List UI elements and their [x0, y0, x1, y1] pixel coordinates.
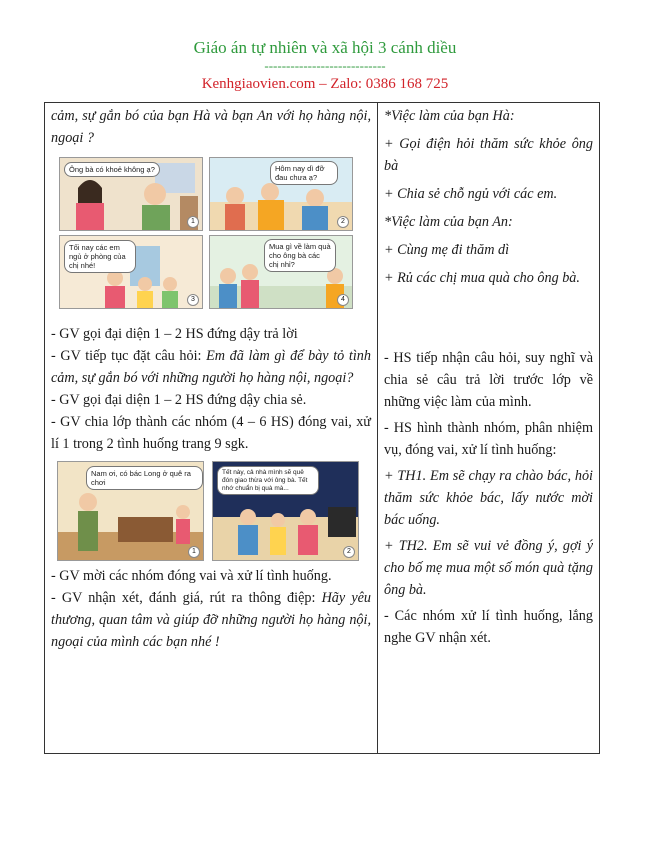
intro-text: cảm, sự gắn bó của bạn Hà và bạn An với họ hàng nội, ngoại ? — [51, 108, 371, 146]
panel-phone-call — [59, 157, 203, 231]
speech-bubble-5: Nam ơi, có bác Long ở quê ra chơi — [86, 466, 203, 490]
speech-bubble-4: Mua gì về làm quà cho ông bà các chị nhỉ? — [264, 239, 336, 272]
panel-visit-aunt — [209, 157, 353, 231]
panel-buy-gift — [209, 235, 353, 309]
gv-step-3: - GV gọi đại diện 1 – 2 HS đứng dậy chia sẻ. — [51, 392, 307, 408]
panel-number-2: 2 — [337, 216, 349, 228]
situation-2: + TH2. Em sẽ vui vẻ đồng ý, gợi ý cho bố mẹ mua một số món quà tặng ông bà. — [384, 538, 593, 598]
doc-header-title: Giáo án tự nhiên và xã hội 3 cánh diều — [193, 38, 457, 57]
panel-number-1: 1 — [187, 216, 199, 228]
hs-share: - HS tiếp nhận câu hỏi, suy nghĩ và chia sẻ câu trả lời trước lớp về những việc làm của mình. — [384, 350, 593, 410]
student-column — [378, 103, 600, 754]
header-contact: Kenhgiaovien.com – Zalo: 0386 168 725 — [201, 76, 449, 92]
panel-uncle-visit — [57, 461, 204, 561]
situation-1: + TH1. Em sẽ chạy ra chào bác, hỏi thăm sức khỏe bác, lấy nước mời bác uống. — [384, 468, 593, 528]
an-item-2: + Rủ các chị mua quà cho ông bà. — [384, 270, 580, 286]
speech-bubble-3: Tối nay các em ngủ ở phòng của chị nhé! — [64, 240, 136, 273]
ha-item-2: + Chia sẻ chỗ ngủ với các em. — [384, 186, 558, 202]
gv-step-2: - GV tiếp tục đặt câu hỏi: Em đã làm gì để bày tỏ tình cảm, sự gắn bó với những người họ hàng nội, ngoại? — [51, 348, 371, 386]
header-divider: ---------------------------- — [264, 58, 386, 73]
ha-item-1: + Gọi điện hỏi thăm sức khỏe ông bà — [384, 136, 593, 174]
panel-number-4: 4 — [337, 294, 349, 306]
ha-heading: *Việc làm của bạn Hà: — [384, 108, 515, 124]
speech-bubble-1: Ông bà có khoẻ không ạ? — [64, 162, 160, 177]
hs-group: - HS hình thành nhóm, phân nhiệm vụ, đóng vai, xử lí tình huống: — [384, 420, 593, 458]
lesson-table — [44, 102, 600, 754]
hs-roleplay: - Các nhóm xử lí tình huống, lắng nghe GV nhận xét. — [384, 608, 593, 646]
teacher-column — [45, 103, 378, 754]
gv-step-4: - GV chia lớp thành các nhóm (4 – 6 HS) đóng vai, xử lí 1 trong 2 tình huống trang 9 sgk. — [51, 414, 371, 452]
illustration-role-play — [57, 461, 357, 559]
panel-number-5: 1 — [188, 546, 200, 558]
panel-family-tet — [212, 461, 359, 561]
gv-step-5: - GV mời các nhóm đóng vai và xử lí tình huống. — [51, 568, 332, 584]
gv-step-6: - GV nhận xét, đánh giá, rút ra thông điệp: Hãy yêu thương, quan tâm và giúp đỡ những người họ hàng nội, ngoại của mình các bạn nhé ! — [51, 590, 372, 650]
an-heading: *Việc làm của bạn An: — [384, 214, 513, 230]
panel-share-room — [59, 235, 203, 309]
gv-step-1: - GV gọi đại diện 1 – 2 HS đứng dậy trả lời — [51, 326, 298, 342]
panel-number-6: 2 — [343, 546, 355, 558]
illustration-ha-an — [59, 157, 353, 307]
panel-number-3: 3 — [187, 294, 199, 306]
speech-bubble-2: Hôm nay dì đỡ đau chưa ạ? — [270, 161, 338, 185]
speech-bubble-6: Tết này, cả nhà mình sẽ quê đón giao thừa với ông bà. Tết nhớ chuẩn bị quà mà... — [217, 466, 319, 495]
an-item-1: + Cùng mẹ đi thăm dì — [384, 242, 510, 258]
